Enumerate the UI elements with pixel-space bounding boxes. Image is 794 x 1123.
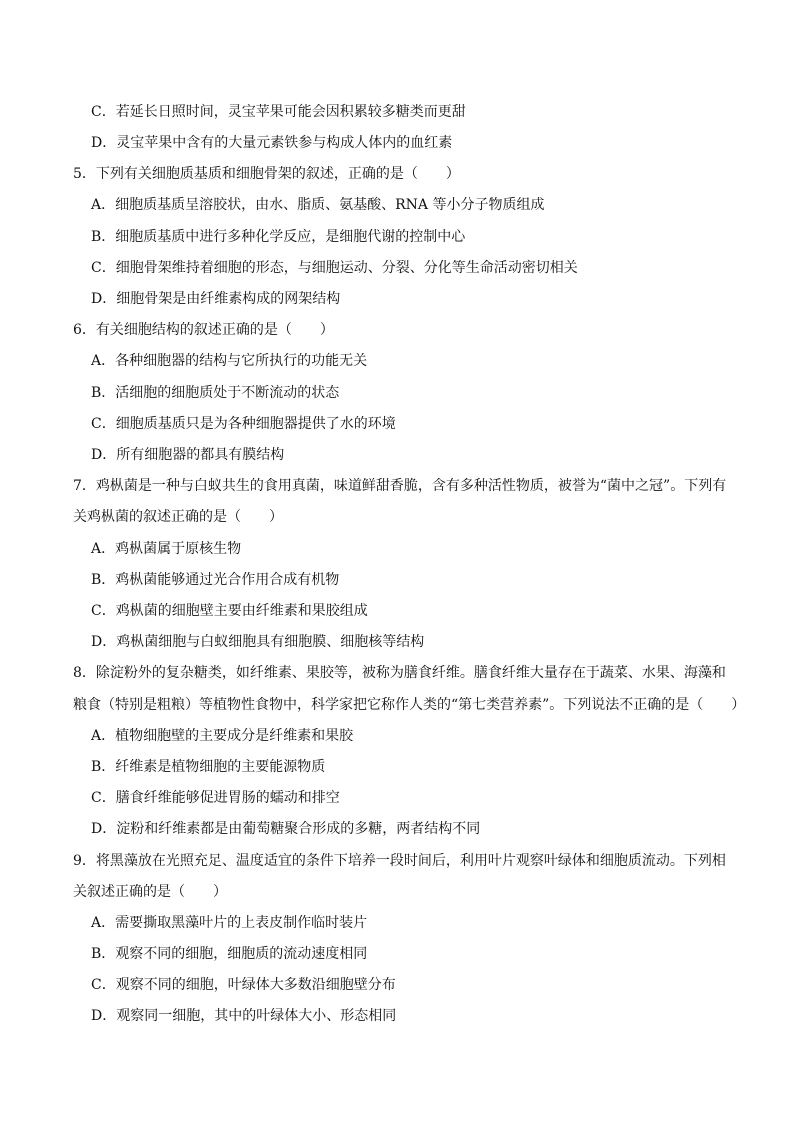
option-line: D．灵宝苹果中含有的大量元素铁参与构成人体内的血红素 bbox=[91, 135, 453, 151]
question-line: 关叙述正确的是（ ） bbox=[73, 884, 227, 900]
option-line: C．膳食纤维能够促进胃肠的蠕动和排空 bbox=[91, 790, 340, 806]
option-line: B．纤维素是植物细胞的主要能源物质 bbox=[91, 759, 326, 775]
option-line: C．细胞骨架维持着细胞的形态，与细胞运动、分裂、分化等生命活动密切相关 bbox=[91, 260, 578, 276]
option-line: D．鸡枞菌细胞与白蚁细胞具有细胞膜、细胞核等结构 bbox=[91, 634, 425, 650]
option-line: B．活细胞的细胞质处于不断流动的状态 bbox=[91, 385, 340, 401]
question-line: 粮食（特别是粗粮）等植物性食物中，科学家把它称作人类的“第七类营养素”。下列说法不正确的是（ ） bbox=[73, 697, 746, 713]
option-line: A．植物细胞壁的主要成分是纤维素和果胶 bbox=[91, 728, 354, 744]
option-line: C．观察不同的细胞，叶绿体大多数沿细胞壁分布 bbox=[91, 977, 396, 993]
option-line: A．各种细胞器的结构与它所执行的功能无关 bbox=[91, 353, 368, 369]
option-line: A．鸡枞菌属于原核生物 bbox=[91, 541, 242, 557]
question-line: 7．鸡枞菌是一种与白蚁共生的食用真菌，味道鲜甜香脆，含有多种活性物质，被誉为“菌中之冠”。下列有 bbox=[73, 478, 727, 494]
option-line: C．鸡枞菌的细胞壁主要由纤维素和果胶组成 bbox=[91, 603, 368, 619]
option-line: B．鸡枞菌能够通过光合作用合成有机物 bbox=[91, 572, 340, 588]
option-line: A．需要撕取黑藻叶片的上表皮制作临时装片 bbox=[91, 915, 368, 931]
option-line: A．细胞质基质呈溶胶状，由水、脂质、氨基酸、RNA 等小分子物质组成 bbox=[91, 197, 545, 213]
option-line: C．若延长日照时间，灵宝苹果可能会因积累较多糖类而更甜 bbox=[91, 104, 466, 120]
option-line: B．观察不同的细胞，细胞质的流动速度相同 bbox=[91, 946, 368, 962]
question-line: 9．将黑藻放在光照充足、温度适宜的条件下培养一段时间后，利用叶片观察叶绿体和细胞质流动。下列相 bbox=[73, 853, 726, 869]
option-line: D．所有细胞器的都具有膜结构 bbox=[91, 447, 285, 463]
question-line: 6．有关细胞结构的叙述正确的是（ ） bbox=[73, 322, 334, 338]
option-line: C．细胞质基质只是为各种细胞器提供了水的环境 bbox=[91, 416, 396, 432]
option-line: B．细胞质基质中进行多种化学反应，是细胞代谢的控制中心 bbox=[91, 229, 466, 245]
option-line: D．细胞骨架是由纤维素构成的网架结构 bbox=[91, 291, 341, 307]
question-line: 8．除淀粉外的复杂糖类，如纤维素、果胶等，被称为膳食纤维。膳食纤维大量存在于蔬菜、水果、海藻和 bbox=[73, 665, 726, 681]
question-line: 关鸡枞菌的叙述正确的是（ ） bbox=[73, 509, 283, 525]
question-line: 5．下列有关细胞质基质和细胞骨架的叙述，正确的是（ ） bbox=[73, 166, 460, 182]
option-line: D．观察同一细胞，其中的叶绿体大小、形态相同 bbox=[91, 1008, 397, 1024]
option-line: D．淀粉和纤维素都是由葡萄糖聚合形成的多糖，两者结构不同 bbox=[91, 821, 481, 837]
